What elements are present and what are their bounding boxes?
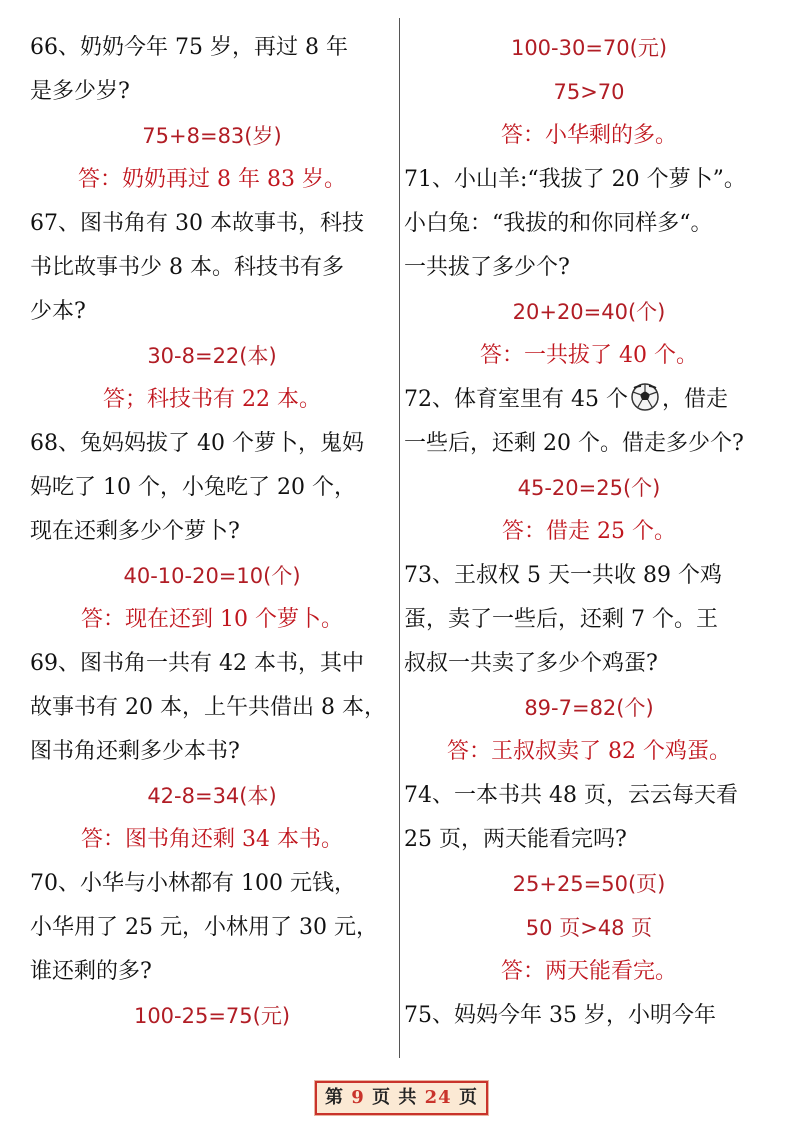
question-line: 一共拔了多少个? — [404, 255, 570, 280]
answer-line: 答：奶奶再过 8 年 83 岁。 — [78, 167, 346, 192]
page-indicator — [315, 1081, 488, 1115]
equation-line: 45-20=25(个) — [517, 476, 661, 500]
equation-line: 30-8=22(本) — [147, 344, 277, 368]
answer-line: 答：图书角还剩 34 本书。 — [81, 827, 343, 852]
equation-line: 100-25=75(元) — [133, 1004, 291, 1028]
question-line: 25 页，两天能看完吗? — [404, 827, 627, 852]
footer-suffix: 页 — [459, 1087, 478, 1108]
equation-line: 75+8=83(岁) — [142, 124, 282, 148]
equation-line: 42-8=34(本) — [147, 784, 277, 808]
answer-line: 答：两天能看完。 — [500, 959, 677, 984]
question-line: 66、奶奶今年 75 岁，再过 8 年 — [30, 35, 348, 60]
question-line: 70、小华与小林都有 100 元钱， — [30, 871, 356, 896]
answer-line: 答：一共拔了 40 个。 — [480, 343, 698, 368]
question-line: 小华用了 25 元，小林用了 30 元， — [30, 915, 378, 940]
answer-line: 答：借走 25 个。 — [502, 519, 676, 544]
question-line: 73、王叔权 5 天一共收 89 个鸡 — [404, 563, 722, 588]
question-line: 小白兔：“我拔的和你同样多“。 — [404, 211, 713, 236]
question-line: 67、图书角有 30 本故事书，科技 — [30, 211, 364, 236]
equation-line: 25+25=50(页) — [512, 872, 666, 896]
equation-line: 89-7=82(个) — [524, 696, 654, 720]
question-line: 71、小山羊:“我拔了 20 个萝卜”。 — [404, 167, 746, 192]
equation-line: 75>70 — [553, 80, 625, 104]
question-line — [404, 378, 774, 422]
answer-line: 答：王叔叔卖了 82 个鸡蛋。 — [447, 739, 731, 764]
question-line: 是多少岁? — [30, 79, 130, 104]
column-divider — [399, 18, 400, 1058]
left-column — [30, 26, 394, 1038]
question-line: 现在还剩多少个萝卜? — [30, 519, 240, 544]
question-line: 蛋，卖了一些后，还剩 7 个。王 — [404, 607, 718, 632]
question-line: 故事书有 20 本，上午共借出 8 本， — [30, 695, 386, 720]
answer-line: 答：小华剩的多。 — [500, 123, 677, 148]
question-line: 书比故事书少 8 本。科技书有多 — [30, 255, 344, 280]
question-line: 妈吃了 10 个，小兔吃了 20 个， — [30, 475, 356, 500]
question-line: 69、图书角一共有 42 本书，其中 — [30, 651, 364, 676]
question-line: 一些后，还剩 20 个。借走多少个? — [404, 431, 744, 456]
question-line: 叔叔一共卖了多少个鸡蛋? — [404, 651, 658, 676]
total-pages: 24 — [424, 1087, 452, 1108]
equation-line: 50 页>48 页 — [525, 916, 653, 940]
equation-line: 100-30=70(元) — [510, 36, 668, 60]
question-line: 图书角还剩多少本书? — [30, 739, 240, 764]
soccer-ball-icon — [630, 382, 660, 412]
question-text: ，借走 — [661, 387, 728, 412]
question-line: 74、一本书共 48 页，云云每天看 — [404, 783, 738, 808]
answer-line: 答：现在还到 10 个萝卜。 — [81, 607, 343, 632]
equation-line: 40-10-20=10(个) — [123, 564, 301, 588]
question-line: 少本? — [30, 299, 86, 324]
equation-line: 20+20=40(个) — [512, 300, 666, 324]
right-column — [404, 26, 774, 1038]
footer-prefix: 第 — [325, 1087, 344, 1108]
question-line: 75、妈妈今年 35 岁，小明今年 — [404, 1003, 716, 1028]
answer-line: 答；科技书有 22 本。 — [103, 387, 321, 412]
footer-middle: 页 共 — [372, 1087, 418, 1108]
question-text: 72、体育室里有 45 个 — [404, 387, 628, 412]
question-line: 谁还剩的多? — [30, 959, 152, 984]
current-page: 9 — [351, 1087, 365, 1108]
question-line: 68、兔妈妈拔了 40 个萝卜，鬼妈 — [30, 431, 364, 456]
